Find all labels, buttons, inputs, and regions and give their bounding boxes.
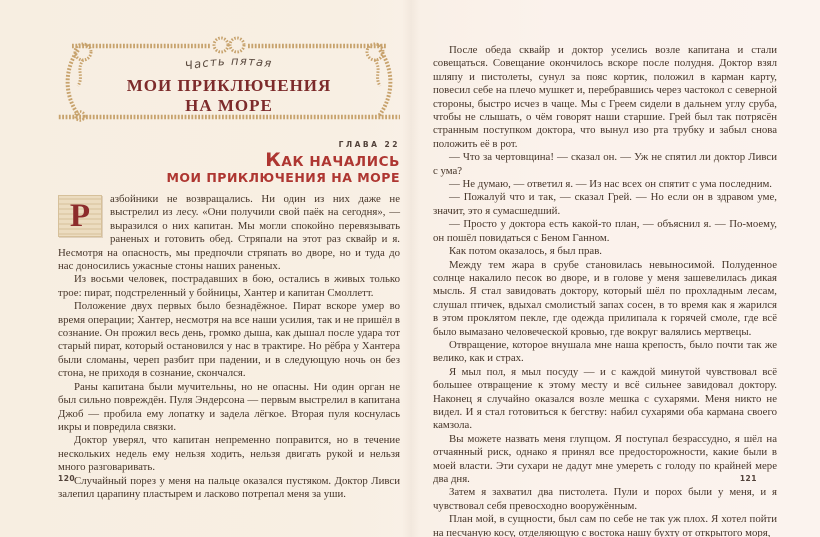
- paragraph: — Просто у доктора есть какой-то план, — объяснил я. — По-моему, он пошёл повидаться с Беном Ганном.: [433, 218, 777, 244]
- right-page: [433, 0, 777, 537]
- left-page: [58, 0, 400, 501]
- part-title-line1: МОИ ПРИКЛЮЧЕНИЯ: [126, 76, 332, 95]
- right-page-paragraphs: [433, 44, 777, 537]
- body-text-right: [433, 44, 777, 537]
- part-title: [58, 76, 400, 116]
- body-text-left: [58, 193, 400, 501]
- page-number-left: 120: [58, 474, 76, 483]
- drop-cap: Р: [58, 195, 102, 237]
- paragraph: азбойники не возвращались. Ни один из них даже не выстрелил из лесу. «Они получили свой паёк на сегодня», — выразился о них капитан. Мы могли спокойно перевязывать раненых и готовить обед. Стряпали на этот раз сквайр и я. Несмотря на опасность, мы предпочли стряпать во дворе, но и туда до нас доносились ужасные стоны наших раненых.: [58, 193, 400, 273]
- paragraph: Отвращение, которое внушала мне наша крепость, было почти так же велико, как и страх.: [433, 338, 777, 365]
- page-number-right: 121: [739, 474, 757, 483]
- paragraph: Случайный порез у меня на пальце оказался пустяком. Доктор Ливси залепил царапину пластырем и ласково потрепал меня за уши.: [58, 474, 400, 500]
- chapter-heading: [58, 140, 400, 185]
- paragraph: — Не думаю, — ответил я. — Из нас всех он спятит с ума последним.: [449, 178, 772, 191]
- paragraph: Положение двух первых было безнадёжное. Пират вскоре умер во время операции; Хантер, несмотря на все наши усилия, так и не пришёл в сознание. Он прожил весь день, громко дыша, как дышал после удара тот старый пират, который остановился у нас в трактире. Но рёбра у Хантера были сломаны, череп разбит при падении, и в следующую ночь он без стона, не приходя в сознание, скончался.: [58, 300, 400, 380]
- paragraph: — Пожалуй что и так, — сказал Грей. — Но если он в здравом уме, значит, это я сумасшедший.: [433, 191, 777, 217]
- paragraph: — Что за чертовщина! — сказал он. — Уж не спятил ли доктор Ливси с ума?: [433, 151, 777, 177]
- chapter-title-line2: МОИ ПРИКЛЮЧЕНИЯ НА МОРЕ: [166, 170, 400, 185]
- paragraph: Между тем жара в срубе становилась невыносимой. Полуденное солнце накалило песок во дворе, и в голове у меня зашевелилась дикая мысль. Я стал завидовать доктору, который шёл по прохладным лесам, слушал птичек, вдыхал смолистый запах сосен, в то время как я жарился в этом проклятом пекле, где одежда прилипала к горячей смоле, где всё было вымазано человеческой кровью, где вокруг валялись мертвецы.: [433, 258, 777, 338]
- part-title-line2: НА МОРЕ: [185, 96, 273, 115]
- paragraph: Из восьми человек, пострадавших в бою, остались в живых только трое: пират, подстреленный у бойницы, Хантер и капитан Смоллетт.: [58, 273, 400, 299]
- paragraph: Раны капитана были мучительны, но не опасны. Ни один орган не был сильно повреждён. Пуля Эндерсона — первым выстрелил в капитана Джоб — пробила ему лопатку и задела лёгкое. Вторая пуля коснулась икры и повредила связки.: [58, 380, 400, 433]
- paragraph: После обеда сквайр и доктор уселись возле капитана и стали совещаться. Совещание окончилось вскоре после полудня. Доктор взял шляпу и пистолеты, сунул за пояс кортик, положил в карман карту, повесил себе на плечо мушкет и, перебравшись через частокол с северной стороны, быстро исчез в чаще. Мы с Греем сидели в дальнем углу сруба, чтобы не слышать, о чём говорят наши старшие. Грей был так потрясён странным поступком доктора, что вынул изо рта трубку и забыл снова положить её в рот.: [433, 44, 777, 150]
- paragraph: Как потом оказалось, я был прав.: [449, 245, 602, 258]
- paragraph: Затем я захватил два пистолета. Пули и порох были у меня, и я чувствовал себя превосходно вооружённым.: [433, 486, 777, 512]
- svg-text:Часть пятая: [184, 54, 274, 73]
- paragraph: Я мыл пол, я мыл посуду — и с каждой минутой чувствовал всё большее отвращение к этому месту и всё сильнее завидовал доктору. Наконец я случайно оказался возле мешка с сухарями. Меня никто не видел. И я стал готовиться к бегству: набил сухарями оба кармана своего камзола.: [433, 365, 777, 432]
- left-page-paragraphs: [58, 273, 400, 501]
- chapter-label: ГЛАВА 22: [338, 140, 400, 149]
- chapter-title-line1: КАК НАЧАЛИСЬ: [265, 149, 400, 171]
- part-label: Часть пятая: [183, 53, 274, 73]
- paragraph: Доктор уверял, что капитан непременно поправится, но в течение нескольких недель ему нельзя ходить, нельзя двигать рукой и нельзя много разговаривать.: [58, 434, 400, 474]
- spine-shadow: [402, 0, 420, 537]
- paragraph: Вы можете назвать меня глупцом. Я поступал безрассудно, я шёл на отчаянный риск, однако я принял все предосторожности, какие были в моей власти. Эти сухари не дадут мне умереть с голоду по крайней мере два дня.: [433, 432, 777, 485]
- part-banner: [58, 36, 400, 124]
- paragraph: План мой, в сущности, был сам по себе не так уж плох. Я хотел пойти на песчаную косу, отделяющую с востока нашу бухту от открытого моря,: [433, 513, 777, 537]
